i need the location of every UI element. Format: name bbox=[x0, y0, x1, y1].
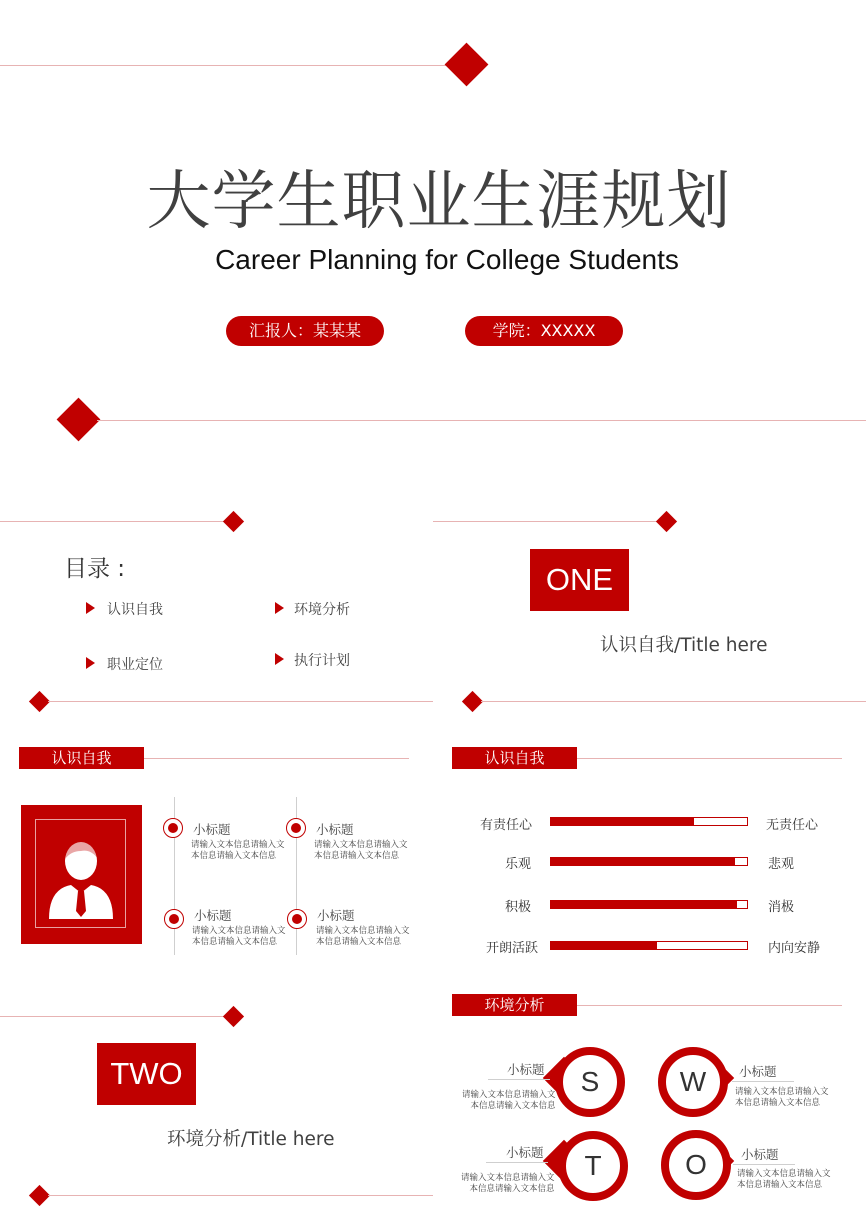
swot-item-title: 小标题 bbox=[739, 1064, 777, 1079]
toc-item-plan[interactable]: 执行计划 bbox=[294, 653, 350, 669]
profile-item-title: 小标题 bbox=[193, 822, 231, 837]
bullet-dot-icon bbox=[164, 909, 184, 929]
toc-bullet-icon bbox=[86, 602, 95, 614]
trait-right-label: 无责任心 bbox=[766, 818, 819, 833]
toc-bullet-icon bbox=[275, 653, 284, 665]
swot-t-circle: T bbox=[558, 1131, 628, 1201]
trait-bar bbox=[550, 857, 748, 866]
swot-item-underline bbox=[733, 1164, 795, 1165]
toc-bullet-icon bbox=[275, 602, 284, 614]
one-caption: 认识自我/Title here bbox=[600, 635, 768, 656]
toc-item-environment[interactable]: 环境分析 bbox=[294, 602, 350, 618]
trait-left-label: 有责任心 bbox=[480, 818, 533, 833]
user-avatar-icon bbox=[45, 831, 117, 919]
traits-tag-line bbox=[577, 758, 842, 759]
two-badge: TWO bbox=[97, 1043, 196, 1105]
cover-bottom-line bbox=[97, 420, 866, 421]
toc-bottom-line bbox=[48, 701, 433, 702]
toc-heading: 目录 : bbox=[64, 556, 126, 582]
trait-right-label: 消极 bbox=[768, 900, 795, 915]
profile-item-title: 小标题 bbox=[316, 822, 354, 837]
swot-s-circle: S bbox=[555, 1047, 625, 1117]
profile-item-text: 请输入文本信息请输入文 本信息请输入文本信息 bbox=[192, 926, 286, 947]
cover-top-line bbox=[0, 65, 448, 66]
swot-w-circle: W bbox=[658, 1047, 728, 1117]
swot-item-title: 小标题 bbox=[506, 1145, 544, 1160]
toc-item-self[interactable]: 认识自我 bbox=[107, 602, 163, 618]
cover-title: 大学生职业生涯规划 bbox=[146, 165, 732, 239]
trait-right-label: 内向安静 bbox=[768, 941, 821, 956]
toc-top-diamond bbox=[223, 511, 244, 532]
swot-tag-line bbox=[577, 1005, 842, 1006]
toc-bullet-icon bbox=[86, 657, 95, 669]
trait-bar bbox=[550, 817, 748, 826]
swot-item-text: 请输入文本信息请输入文 本信息请输入文本信息 bbox=[735, 1087, 829, 1108]
one-badge: ONE bbox=[530, 549, 629, 611]
profile-tag-line bbox=[144, 758, 409, 759]
swot-item-title: 小标题 bbox=[507, 1062, 545, 1077]
swot-item-text: 请输入文本信息请输入文 本信息请输入文本信息 bbox=[737, 1169, 831, 1190]
two-bottom-line bbox=[48, 1195, 433, 1196]
one-bottom-diamond bbox=[462, 691, 483, 712]
two-caption: 环境分析/Title here bbox=[167, 1129, 335, 1150]
traits-tag: 认识自我 bbox=[452, 747, 577, 769]
trait-bar bbox=[550, 900, 748, 909]
profile-item-text: 请输入文本信息请输入文 本信息请输入文本信息 bbox=[316, 926, 410, 947]
toc-bottom-diamond bbox=[29, 691, 50, 712]
two-bottom-diamond bbox=[29, 1185, 50, 1206]
cover-bottom-diamond bbox=[57, 398, 101, 442]
college-pill: 学院：XXXXX bbox=[465, 316, 623, 346]
trait-right-label: 悲观 bbox=[768, 857, 795, 872]
cover-top-diamond bbox=[445, 43, 489, 87]
trait-bar bbox=[550, 941, 748, 950]
two-top-diamond bbox=[223, 1006, 244, 1027]
trait-left-label: 积极 bbox=[505, 900, 532, 915]
cover-subtitle: Career Planning for College Students bbox=[215, 244, 679, 275]
bullet-dot-icon bbox=[287, 909, 307, 929]
swot-item-text: 请输入文本信息请输入文 本信息请输入文本信息 bbox=[462, 1090, 556, 1111]
profile-item-title: 小标题 bbox=[317, 908, 355, 923]
swot-item-text: 请输入文本信息请输入文 本信息请输入文本信息 bbox=[461, 1173, 555, 1194]
trait-left-label: 开朗活跃 bbox=[486, 941, 539, 956]
bullet-dot-icon bbox=[286, 818, 306, 838]
profile-tag: 认识自我 bbox=[19, 747, 144, 769]
two-top-line bbox=[0, 1016, 225, 1017]
toc-top-line bbox=[0, 521, 225, 522]
reporter-pill: 汇报人：某某某 bbox=[226, 316, 384, 346]
swot-item-title: 小标题 bbox=[741, 1147, 779, 1162]
toc-item-position[interactable]: 职业定位 bbox=[107, 657, 163, 673]
bullet-dot-icon bbox=[163, 818, 183, 838]
one-top-diamond bbox=[656, 511, 677, 532]
swot-tag: 环境分析 bbox=[452, 994, 577, 1016]
one-top-line bbox=[433, 521, 658, 522]
profile-item-text: 请输入文本信息请输入文 本信息请输入文本信息 bbox=[191, 840, 285, 861]
profile-item-title: 小标题 bbox=[194, 908, 232, 923]
swot-item-underline bbox=[488, 1079, 550, 1080]
trait-left-label: 乐观 bbox=[505, 857, 532, 872]
swot-o-circle: O bbox=[661, 1130, 731, 1200]
swot-item-underline bbox=[486, 1162, 548, 1163]
one-bottom-line bbox=[481, 701, 866, 702]
profile-item-text: 请输入文本信息请输入文 本信息请输入文本信息 bbox=[314, 840, 408, 861]
swot-item-underline bbox=[732, 1081, 794, 1082]
avatar-box bbox=[21, 805, 142, 944]
